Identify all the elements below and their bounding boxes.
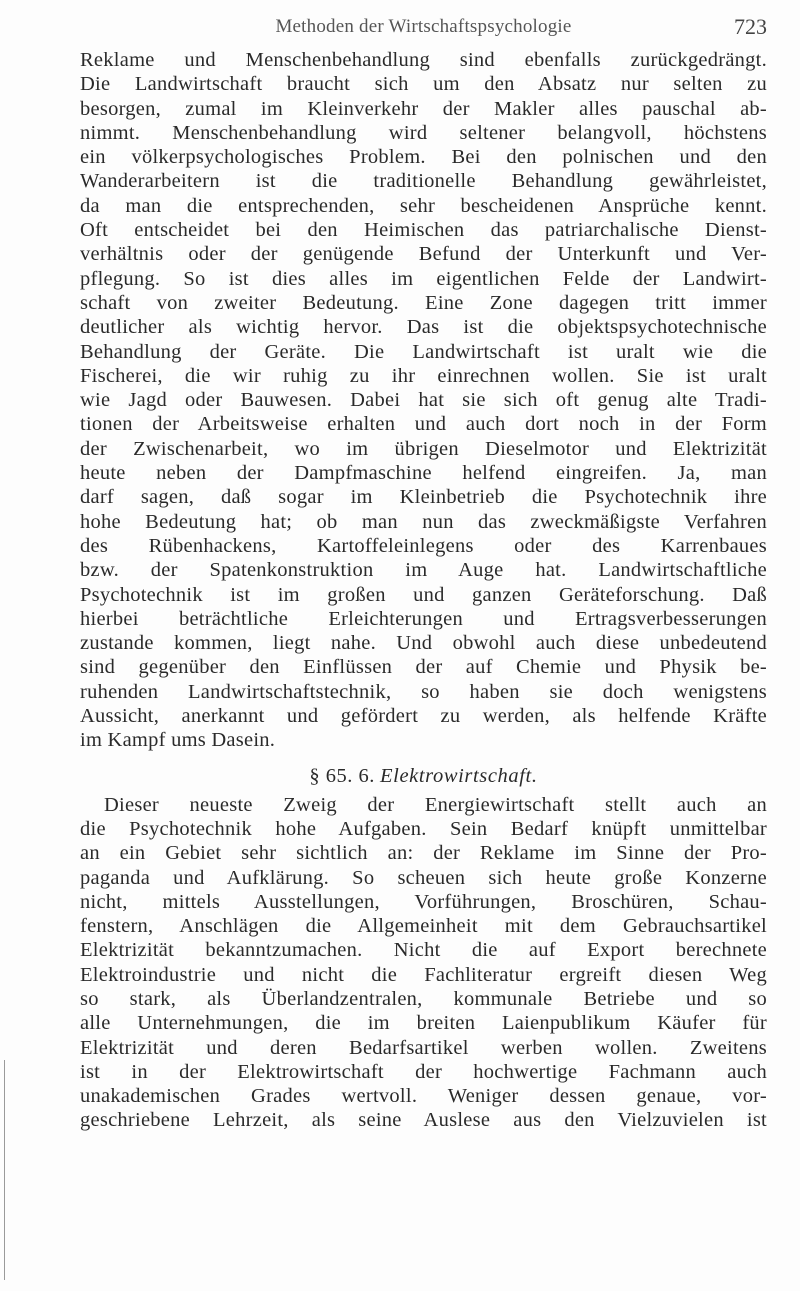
text-line: Oft entscheidet bei den Heimischen das patriarchalische Dienst- <box>80 219 767 242</box>
text-line: die Psychotechnik hohe Aufgaben. Sein Bedarf knüpft unmittelbar <box>80 817 767 840</box>
text-line: an ein Gebiet sehr sichtlich an: der Reklame im Sinne der Pro- <box>80 842 767 865</box>
text-line: Dieser neueste Zweig der Energiewirtschaft stellt auch an <box>104 793 767 816</box>
text-line: ruhenden Landwirtschaftstechnik, so haben sie doch wenigstens <box>80 680 767 703</box>
running-header <box>80 12 767 42</box>
text-line: Reklame und Menschenbehandlung sind ebenfalls zurückgedrängt. <box>80 49 767 71</box>
text-line: Aussicht, anerkannt und gefördert zu werden, als helfende Kräfte <box>80 705 767 728</box>
text-line: paganda und Aufklärung. So scheuen sich heute große Konzerne <box>80 866 767 889</box>
text-line: pflegung. So ist dies alles im eigentlichen Felde der Landwirt- <box>80 267 767 290</box>
text-line: unakademischen Grades wertvoll. Weniger dessen genaue, vor- <box>80 1085 767 1108</box>
text-line: nimmt. Menschenbehandlung wird seltener belangvoll, höchstens <box>80 121 767 144</box>
text-line: zustande kommen, liegt nahe. Und obwohl auch diese unbedeutend <box>80 632 767 655</box>
text-line: Wanderarbeitern ist die traditionelle Behandlung gewährleistet, <box>80 170 767 193</box>
text-line: fenstern, Anschlägen die Allgemeinheit mit dem Gebrauchsartikel <box>80 915 767 938</box>
running-title: Methoden der Wirtschaftspsychologie <box>275 16 572 37</box>
paragraph-electro-economy <box>80 793 767 1133</box>
section-title: Elektrowirtschaft. <box>380 764 538 787</box>
text-line: Elektrizität bekanntzumachen. Nicht die auf Export berechnete <box>80 939 767 962</box>
text-line: Psychotechnik ist im großen und ganzen Geräteforschung. Daß <box>80 583 767 606</box>
text-line: Behandlung der Geräte. Die Landwirtschaft ist uralt wie die <box>80 340 767 363</box>
section-heading <box>80 763 767 789</box>
text-line: bzw. der Spatenkonstruktion im Auge hat. Landwirtschaftliche <box>80 559 767 582</box>
body-text <box>80 48 767 1133</box>
text-line: darf sagen, daß sogar im Kleinbetrieb die Psychotechnik ihre <box>80 486 767 509</box>
text-line: Fischerei, die wir ruhig zu ihr einrechnen wollen. Sie ist uralt <box>80 364 767 387</box>
text-line: geschriebene Lehrzeit, als seine Auslese aus den Vielzuvielen ist <box>80 1109 767 1132</box>
text-line: verhältnis oder der genügende Befund der Unterkunft und Ver- <box>80 243 767 266</box>
text-line: ein völkerpsychologisches Problem. Bei den polnischen und den <box>80 146 767 169</box>
section-number: § 65. 6. <box>309 764 375 787</box>
text-line: deutlicher als wichtig hervor. Das ist die objektspsychotechnische <box>80 316 767 339</box>
text-line: Elektrizität und deren Bedarfsartikel werben wollen. Zweitens <box>80 1036 767 1059</box>
text-line: schaft von zweiter Bedeutung. Eine Zone dagegen tritt immer <box>80 291 767 314</box>
text-line: tionen der Arbeitsweise erhalten und auch dort noch in der Form <box>80 413 767 436</box>
text-line: besorgen, zumal im Kleinverkehr der Makler alles pauschal ab- <box>80 97 767 120</box>
text-line: wie Jagd oder Bauwesen. Dabei hat sie sich oft genug alte Tradi- <box>80 389 767 412</box>
text-line: ist in der Elektrowirtschaft der hochwertige Fachmann auch <box>80 1060 767 1083</box>
text-line: des Rübenhackens, Kartoffeleinlegens oder des Karrenbaues <box>80 534 767 557</box>
text-line: so stark, als Überlandzentralen, kommunale Betriebe und so <box>80 987 767 1010</box>
text-line: hohe Bedeutung hat; ob man nun das zweckmäßigste Verfahren <box>80 510 767 533</box>
paragraph-agriculture <box>80 48 767 753</box>
text-line: Die Landwirtschaft braucht sich um den Absatz nur selten zu <box>80 73 767 96</box>
text-line: heute neben der Dampfmaschine helfend eingreifen. Ja, man <box>80 462 767 485</box>
text-line: da man die entsprechenden, sehr bescheidenen Ansprüche kennt. <box>80 194 767 217</box>
text-line: sind gegenüber den Einflüssen der auf Chemie und Physik be- <box>80 656 767 679</box>
text-line: nicht, mittels Ausstellungen, Vorführungen, Broschüren, Schau- <box>80 890 767 913</box>
text-line: im Kampf ums Dasein. <box>80 729 276 752</box>
gutter-edge-line <box>4 1060 5 1280</box>
text-line: Elektroindustrie und nicht die Fachliteratur ergreift diesen Weg <box>80 963 767 986</box>
text-line: hierbei beträchtliche Erleichterungen und Ertragsverbesserungen <box>80 607 767 630</box>
page-number: 723 <box>734 14 767 39</box>
text-line: der Zwischenarbeit, wo im übrigen Dieselmotor und Elektrizität <box>80 437 767 460</box>
text-line: alle Unternehmungen, die im breiten Laienpublikum Käufer für <box>80 1012 767 1035</box>
